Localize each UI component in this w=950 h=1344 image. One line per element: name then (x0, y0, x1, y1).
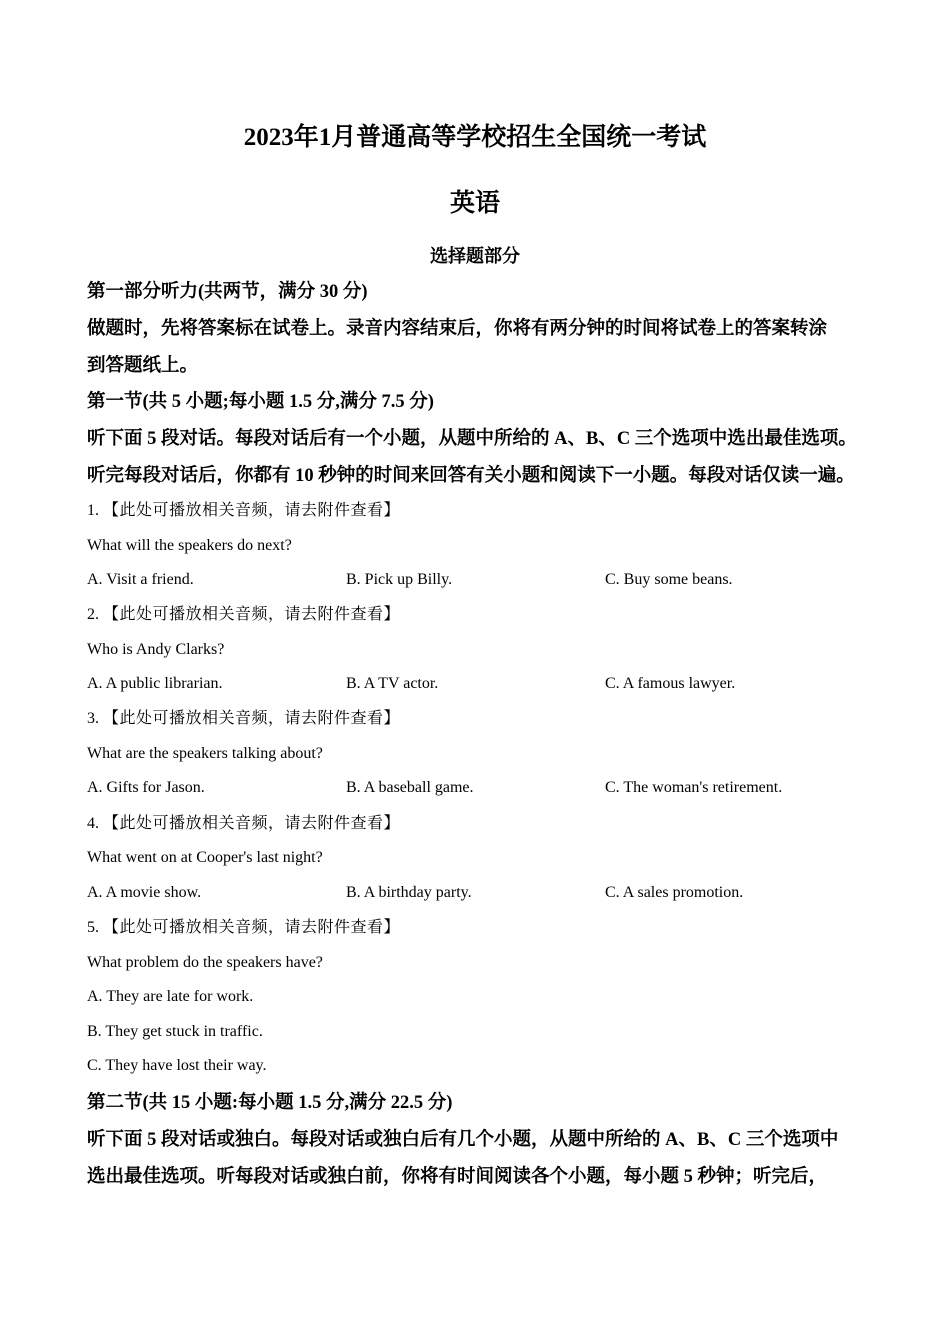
question-3-header (87, 708, 887, 730)
section2-instruction-line2: 选出最佳选项。听每段对话或独白前，你将有时间阅读各个小题，每小题 5 秒钟；听完后， (87, 1167, 828, 1187)
part1-heading: 第一部分听力(共两节，满分 30 分) (87, 282, 368, 302)
audio-placeholder[interactable]: 【此处可播放相关音频，请去附件查看】 (103, 606, 401, 623)
question-3-option-a: A. Gifts for Jason. (87, 779, 205, 796)
question-4-option-c: C. A sales promotion. (605, 884, 744, 901)
question-1-text: What will the speakers do next? (87, 537, 292, 554)
question-2-option-a: A. A public librarian. (87, 675, 223, 692)
question-2-text: Who is Andy Clarks? (87, 641, 225, 658)
section-title: 选择题部分 (430, 246, 520, 266)
part1-instruction-line2: 到答题纸上。 (87, 356, 199, 376)
question-5-option-b: B. They get stuck in traffic. (87, 1023, 263, 1040)
question-4-option-b: B. A birthday party. (346, 884, 472, 901)
question-2-header (87, 604, 887, 626)
section1-heading: 第一节(共 5 小题;每小题 1.5 分,满分 7.5 分) (87, 392, 434, 412)
question-5-header (87, 917, 887, 939)
question-number: 3. (87, 710, 99, 727)
audio-placeholder[interactable]: 【此处可播放相关音频，请去附件查看】 (103, 815, 401, 832)
section2-instruction-line1: 听下面 5 段对话或独白。每段对话或独白后有几个小题，从题中所给的 A、B、C 三个选项中 (87, 1130, 839, 1150)
question-5-option-a: A. They are late for work. (87, 988, 254, 1005)
part1-instruction-line1: 做题时，先将答案标在试卷上。录音内容结束后，你将有两分钟的时间将试卷上的答案转涂 (87, 319, 828, 339)
question-4-option-a: A. A movie show. (87, 884, 202, 901)
question-3-option-b: B. A baseball game. (346, 779, 474, 796)
question-2-option-c: C. A famous lawyer. (605, 675, 736, 692)
audio-placeholder[interactable]: 【此处可播放相关音频，请去附件查看】 (103, 502, 401, 519)
question-3-option-c: C. The woman's retirement. (605, 779, 783, 796)
question-1-option-a: A. Visit a friend. (87, 571, 194, 588)
question-number: 2. (87, 606, 99, 623)
question-1-header (87, 500, 887, 522)
section2-heading: 第二节(共 15 小题:每小题 1.5 分,满分 22.5 分) (87, 1093, 453, 1113)
audio-placeholder[interactable]: 【此处可播放相关音频，请去附件查看】 (103, 710, 401, 727)
question-number: 1. (87, 502, 99, 519)
section1-instruction-line1: 听下面 5 段对话。每段对话后有一个小题，从题中所给的 A、B、C 三个选项中选出最佳选项。 (87, 429, 857, 449)
section1-instruction-line2: 听完每段对话后，你都有 10 秒钟的时间来回答有关小题和阅读下一小题。每段对话仅读一遍。 (87, 466, 855, 486)
question-1-option-b: B. Pick up Billy. (346, 571, 453, 588)
question-4-text: What went on at Cooper's last night? (87, 849, 323, 866)
subject-title: 英语 (449, 190, 500, 217)
question-2-option-b: B. A TV actor. (346, 675, 439, 692)
question-5-text: What problem do the speakers have? (87, 954, 323, 971)
question-5-option-c: C. They have lost their way. (87, 1057, 267, 1074)
exam-title: 2023年1月普通高等学校招生全国统一考试 (243, 124, 707, 151)
question-4-header (87, 813, 887, 835)
question-number: 4. (87, 815, 99, 832)
question-3-text: What are the speakers talking about? (87, 745, 323, 762)
question-number: 5. (87, 919, 99, 936)
audio-placeholder[interactable]: 【此处可播放相关音频，请去附件查看】 (103, 919, 401, 936)
question-1-option-c: C. Buy some beans. (605, 571, 733, 588)
